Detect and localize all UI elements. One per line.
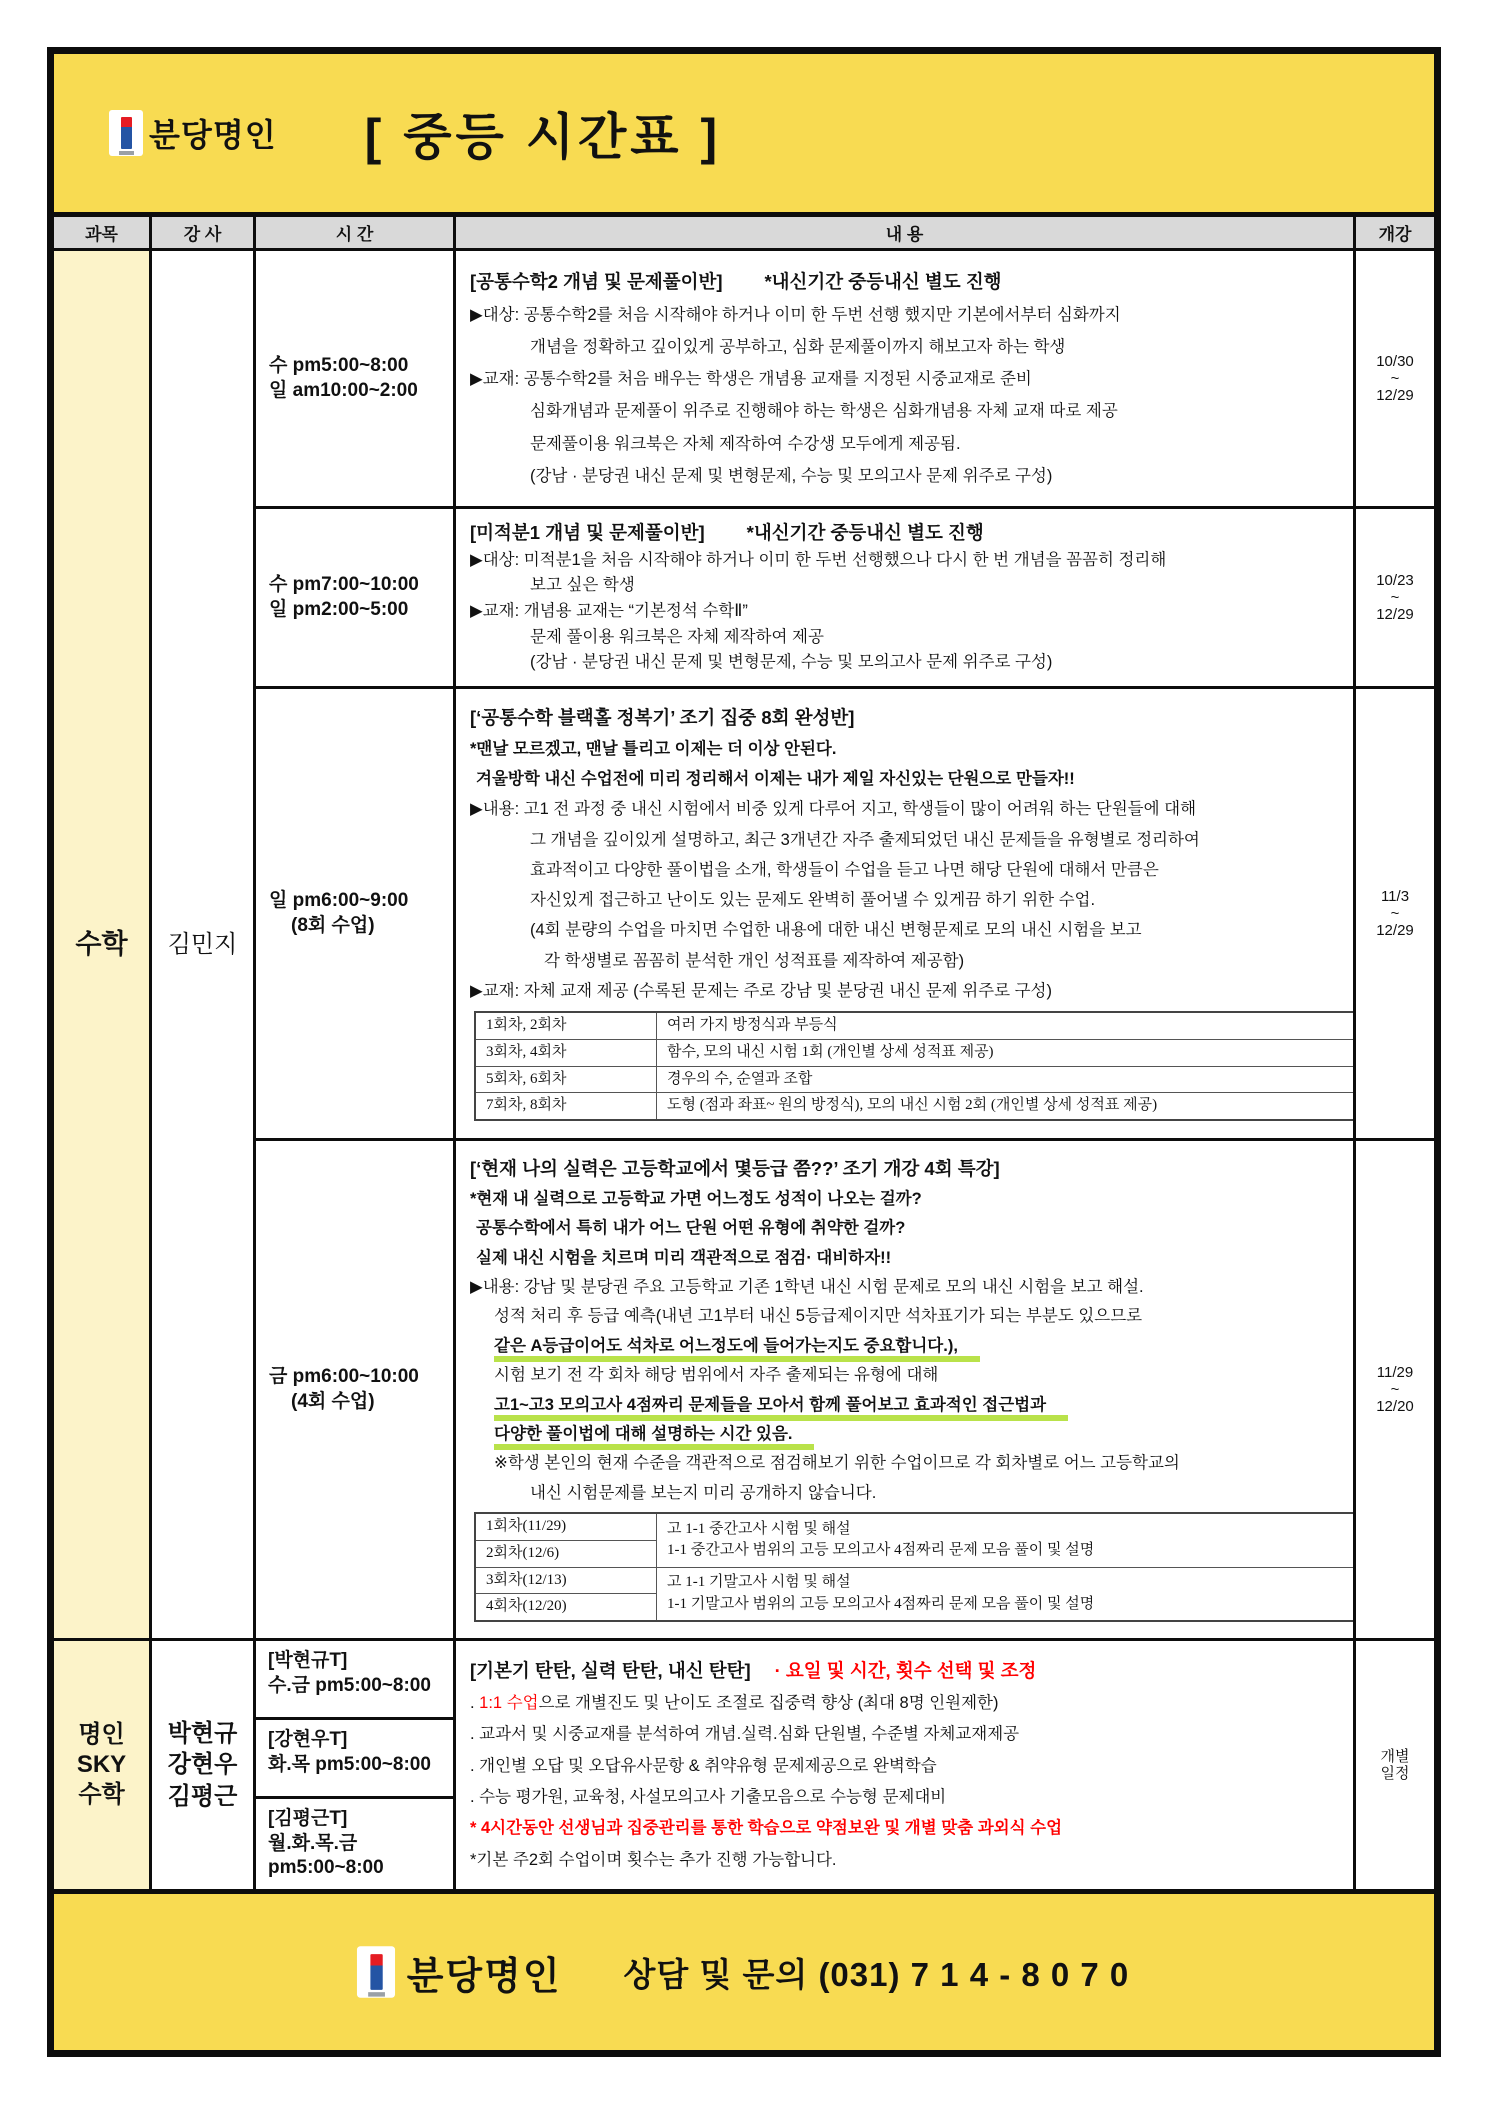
teacher-time-slot bbox=[256, 1799, 453, 1889]
class-title-line bbox=[470, 270, 1339, 294]
column-header-subject: 과목 bbox=[54, 217, 152, 251]
class-title-line bbox=[470, 1659, 1339, 1683]
table-row bbox=[475, 1093, 1356, 1120]
slot-time: pm5:00~8:00 bbox=[268, 1857, 384, 1879]
subject-cell-sky-math bbox=[54, 1641, 152, 1894]
subject-line: 명인 bbox=[78, 1721, 125, 1748]
teacher-time-slot bbox=[256, 1641, 453, 1720]
content-line: ▶내용: 고1 전 과정 중 내신 시험에서 비중 있게 다루어 지고, 학생들이 많이 어려워 하는 단원들에 대해 bbox=[470, 800, 1197, 819]
subject-math-label: 수학 bbox=[75, 928, 128, 959]
class-note: *내신기간 중등내신 별도 진행 bbox=[746, 522, 984, 544]
subject-cell-math bbox=[54, 251, 152, 1641]
content-line: 시험 보기 전 각 회차 해당 범위에서 자주 출제되는 유형에 대해 bbox=[494, 1366, 939, 1385]
class-title-line bbox=[470, 521, 1339, 545]
content-line: . 개인별 오답 및 오답유사문항 & 취약유형 문제제공으로 완벽학습 bbox=[470, 1756, 937, 1775]
green-underline-text: 다양한 풀이법에 대해 설명하는 시간 있음. bbox=[494, 1425, 814, 1450]
end-date: 12/29 bbox=[1376, 387, 1414, 405]
time-line: 일 am10:00~2:00 bbox=[269, 379, 418, 401]
content-line: 성적 처리 후 등급 예측(내년 고1부터 내신 5등급제이지만 석차표기가 되는 부분도 있으므로 bbox=[494, 1307, 1143, 1326]
content-line: 개념을 정확하고 깊이있게 공부하고, 심화 문제풀이까지 해보고자 하는 학생 bbox=[530, 338, 1066, 357]
teacher-name: 김평근 bbox=[167, 1782, 238, 1810]
content-line-highlighted bbox=[470, 1395, 1339, 1416]
teacher-name: 강현우 bbox=[167, 1751, 238, 1779]
start-cell-row2 bbox=[1356, 509, 1434, 689]
topic-cell: 함수, 모의 내신 시험 1회 (개인별 상세 성적표 제공) bbox=[657, 1039, 1357, 1066]
teacher-time-slot bbox=[256, 1720, 453, 1799]
page-title: [ 중등 시간표 ] bbox=[364, 109, 722, 165]
page-frame bbox=[47, 47, 1441, 2057]
subject-line: 수학 bbox=[78, 1781, 125, 1808]
time-line: (8회 수업) bbox=[291, 914, 375, 936]
session-cell: 4회차(12/20) bbox=[475, 1594, 657, 1621]
topic-cell-merged bbox=[657, 1567, 1357, 1621]
myeongin-logo-icon bbox=[357, 1946, 395, 1998]
content-line: ▶교재: 자체 교재 제공 (수록된 문제는 주로 강남 및 분당권 내신 문제 위주로 구성) bbox=[470, 981, 1052, 1000]
content-line: (강남 · 분당권 내신 문제 및 변형문제, 수능 및 모의고사 문제 위주로 구성) bbox=[530, 653, 1053, 672]
start-date: 11/3 bbox=[1380, 887, 1410, 905]
logo-bar-shape bbox=[370, 1954, 382, 1990]
topic-cell: 여러 가지 방정식과 부등식 bbox=[657, 1012, 1357, 1039]
session-cell: 5회차, 6회차 bbox=[475, 1066, 657, 1093]
time-cell-row4 bbox=[256, 1141, 456, 1641]
time-cell-row5 bbox=[256, 1641, 456, 1894]
topic-line: 고 1-1 기말고사 시험 및 해설 bbox=[667, 1574, 851, 1591]
brand-name: 분당명인 bbox=[149, 117, 277, 153]
table-row bbox=[475, 1012, 1356, 1039]
time-cell-row1 bbox=[256, 251, 456, 509]
table-row bbox=[475, 1066, 1356, 1093]
content-cell-row1 bbox=[456, 251, 1356, 509]
column-header-teacher: 강 사 bbox=[152, 217, 256, 251]
subject-line: SKY bbox=[76, 1751, 127, 1778]
class-note-red: · 요일 및 시간, 횟수 선택 및 조정 bbox=[774, 1659, 1037, 1681]
session-cell: 7회차, 8회차 bbox=[475, 1093, 657, 1120]
start-cell-row5 bbox=[1356, 1641, 1434, 1894]
slot-time: 수.금 pm5:00~8:00 bbox=[268, 1674, 431, 1696]
logo-bar-shape bbox=[121, 117, 132, 149]
session-table-special bbox=[474, 1512, 1356, 1622]
content-line: 보고 싶은 학생 bbox=[530, 576, 635, 595]
class-title: [미적분1 개념 및 문제풀이반] bbox=[470, 522, 705, 544]
start-cell-row4 bbox=[1356, 1141, 1434, 1641]
teacher-cell-sky-math bbox=[152, 1641, 256, 1894]
content-cell-row5 bbox=[456, 1641, 1356, 1894]
content-line: 각 학생별로 꼼꼼히 분석한 개인 성적표를 제작하여 제공함) bbox=[544, 951, 965, 970]
content-line: 겨울방학 내신 수업전에 미리 정리해서 이제는 내가 제일 자신있는 단원으로 만들자!! bbox=[476, 769, 1075, 788]
content-line: . 수능 평가원, 교육청, 사설모의고사 기출모음으로 수능형 문제대비 bbox=[470, 1788, 947, 1807]
content-line: ▶대상: 공통수학2를 처음 시작해야 하거나 이미 한 두번 선행 했지만 기본에서부터 심화까지 bbox=[470, 305, 1121, 324]
content-line: (4회 분량의 수업을 마치면 수업한 내용에 대한 내신 변형문제로 모의 내신 시험을 보고 bbox=[530, 921, 1142, 940]
time-line: 일 pm6:00~9:00 bbox=[269, 889, 409, 911]
start-date: 11/29 bbox=[1376, 1363, 1414, 1381]
teacher-cell-math bbox=[152, 251, 256, 1641]
teacher-math-name: 김민지 bbox=[167, 930, 238, 958]
teacher-tag: [김평근T] bbox=[268, 1807, 348, 1829]
content-line-highlighted bbox=[470, 1424, 1339, 1445]
content-line: 내신 시험문제를 보는지 미리 공개하지 않습니다. bbox=[530, 1483, 877, 1502]
content-line: 그 개념을 깊이있게 설명하고, 최근 3개년간 자주 출제되었던 내신 문제들을 유형별로 정리하여 bbox=[530, 830, 1200, 849]
table-row bbox=[475, 1567, 1356, 1594]
class-title: [공통수학2 개념 및 문제풀이반] bbox=[470, 270, 723, 292]
footer-band bbox=[54, 1894, 1434, 2050]
footer-contact-phone: 상담 및 문의 (031) 7 1 4 - 8 0 7 0 bbox=[623, 1955, 1130, 1993]
content-line: ※학생 본인의 현재 수준을 객관적으로 점검해보기 위한 수업이므로 각 회차별로 어느 고등학교의 bbox=[494, 1454, 1180, 1473]
column-header-time: 시 간 bbox=[256, 217, 456, 251]
time-line: 일 pm2:00~5:00 bbox=[269, 598, 409, 620]
content-line: 문제풀이용 워크북은 자체 제작하여 수강생 모두에게 제공됨. bbox=[530, 434, 961, 453]
session-table-blackhole bbox=[474, 1011, 1356, 1121]
start-text: 개별 bbox=[1380, 1747, 1410, 1765]
tilde: ~ bbox=[1390, 904, 1400, 922]
content-line: 자신있게 접근하고 난이도 있는 문제도 완벽히 풀어낼 수 있게끔 하기 위한 수업. bbox=[530, 891, 1096, 910]
content-cell-row2 bbox=[456, 509, 1356, 689]
teacher-tag: [강현우T] bbox=[268, 1728, 348, 1750]
timetable-grid bbox=[54, 217, 1434, 1894]
topic-cell: 경우의 수, 순열과 조합 bbox=[657, 1066, 1357, 1093]
session-cell: 1회차, 2회차 bbox=[475, 1012, 657, 1039]
session-cell: 3회차(12/13) bbox=[475, 1567, 657, 1594]
content-line: . 교과서 및 시중교재를 분석하여 개념.실력.심화 단원별, 수준별 자체교재제공 bbox=[470, 1725, 1020, 1744]
time-cell-row3 bbox=[256, 689, 456, 1141]
time-line: (4회 수업) bbox=[291, 1390, 375, 1412]
table-row bbox=[475, 1039, 1356, 1066]
tilde: ~ bbox=[1390, 369, 1400, 387]
tilde: ~ bbox=[1390, 588, 1400, 606]
content-line: 공통수학에서 특히 내가 어느 단원 어떤 유형에 취약한 걸까? bbox=[476, 1219, 906, 1238]
topic-line: 1-1 기말고사 범위의 고등 모의고사 4점짜리 문제 모음 풀이 및 설명 bbox=[667, 1595, 1095, 1612]
class-title: [‘현재 나의 실력은 고등학교에서 몇등급 쯤??’ 조기 개강 4회 특강] bbox=[470, 1157, 1000, 1179]
end-date: 12/20 bbox=[1376, 1398, 1414, 1416]
start-cell-row1 bbox=[1356, 251, 1434, 509]
content-line: *현재 내 실력으로 고등학교 가면 어느정도 성적이 나오는 걸까? bbox=[470, 1189, 922, 1208]
topic-line: 1-1 중간고사 범위의 고등 모의고사 4점짜리 문제 모음 풀이 및 설명 bbox=[667, 1542, 1095, 1559]
teacher-tag: [박현규T] bbox=[268, 1650, 348, 1671]
content-line: (강남 · 분당권 내신 문제 및 변형문제, 수능 및 모의고사 문제 위주로 구성) bbox=[530, 466, 1053, 485]
content-line-highlighted bbox=[470, 1336, 1339, 1357]
content-line: ▶대상: 미적분1을 처음 시작해야 하거나 이미 한 두번 선행했으나 다시 한 번 개념을 꼼꼼히 정리해 bbox=[470, 550, 1167, 569]
start-date: 10/30 bbox=[1376, 352, 1414, 370]
content-line: *기본 주2회 수업이며 횟수는 추가 진행 가능합니다. bbox=[470, 1850, 837, 1869]
green-underline-text: 고1~고3 모의고사 4점짜리 문제들을 모아서 함께 풀어보고 효과적인 접근법과 bbox=[494, 1396, 1068, 1421]
content-line-red: * 4시간동안 선생님과 집중관리를 통한 학습으로 약점보완 및 개별 맞춤 과외식 수업 bbox=[470, 1819, 1063, 1838]
start-text: 일정 bbox=[1380, 1765, 1410, 1782]
time-line: 금 pm6:00~10:00 bbox=[269, 1365, 419, 1387]
time-line: 수 pm7:00~10:00 bbox=[269, 573, 419, 595]
content-line bbox=[470, 1693, 1339, 1714]
content-line: 문제 풀이용 워크북은 자체 제작하여 제공 bbox=[530, 627, 824, 646]
content-line: *맨날 모르겠고, 맨날 틀리고 이제는 더 이상 안된다. bbox=[470, 739, 837, 758]
content-line: 심화개념과 문제풀이 위주로 진행해야 하는 학생은 심화개념용 자체 교재 따로 제공 bbox=[530, 402, 1118, 421]
session-cell: 1회차(11/29) bbox=[475, 1513, 657, 1540]
content-line: 실제 내신 시험을 치르며 미리 객관적으로 점검· 대비하자!! bbox=[476, 1248, 892, 1267]
end-date: 12/29 bbox=[1376, 606, 1414, 624]
content-cell-row3 bbox=[456, 689, 1356, 1141]
green-underline-text: 같은 A등급이어도 석차로 어느정도에 들어가는지도 중요합니다.), bbox=[494, 1337, 980, 1362]
end-date: 12/29 bbox=[1376, 922, 1414, 940]
content-line: 효과적이고 다양한 풀이법을 소개, 학생들이 수업을 듣고 나면 해당 단원에 대해서 만큼은 bbox=[530, 860, 1159, 879]
session-cell: 2회차(12/6) bbox=[475, 1540, 657, 1567]
column-header-start: 개강 bbox=[1356, 217, 1434, 251]
tilde: ~ bbox=[1390, 1380, 1400, 1398]
content-cell-row4 bbox=[456, 1141, 1356, 1641]
start-cell-row3 bbox=[1356, 689, 1434, 1141]
slot-days: 월.화.목.금 bbox=[268, 1832, 358, 1854]
red-emphasis: 1:1 수업 bbox=[479, 1694, 539, 1713]
footer-brand: 분당명인 bbox=[406, 1955, 562, 1998]
line-rest: 으로 개별진도 및 난이도 조절로 집중력 향상 (최대 8명 인원제한) bbox=[538, 1694, 999, 1713]
content-line: ▶교재: 개념용 교재는 “기본정석 수학Ⅱ” bbox=[470, 602, 748, 621]
slot-time: 화.목 pm5:00~8:00 bbox=[268, 1753, 431, 1775]
session-cell: 3회차, 4회차 bbox=[475, 1039, 657, 1066]
column-header-content: 내 용 bbox=[456, 217, 1356, 251]
brand bbox=[109, 110, 277, 156]
topic-line: 고 1-1 중간고사 시험 및 해설 bbox=[667, 1520, 851, 1537]
class-title: [기본기 탄탄, 실력 탄탄, 내신 탄탄] bbox=[470, 1659, 751, 1681]
teacher-name: 박현규 bbox=[167, 1720, 238, 1748]
topic-cell: 도형 (점과 좌표~ 원의 방정식), 모의 내신 시험 2회 (개인별 상세 성적표 제공) bbox=[657, 1093, 1357, 1120]
class-note: *내신기간 중등내신 별도 진행 bbox=[764, 270, 1002, 292]
content-line: ▶내용: 강남 및 분당권 주요 고등학교 기존 1학년 내신 시험 문제로 모의 내신 시험을 보고 해설. bbox=[470, 1278, 1144, 1297]
time-line: 수 pm5:00~8:00 bbox=[269, 354, 409, 376]
content-line: ▶교재: 공통수학2를 처음 배우는 학생은 개념용 교재를 지정된 시중교재로 준비 bbox=[470, 370, 1032, 389]
time-cell-row2 bbox=[256, 509, 456, 689]
table-row bbox=[475, 1513, 1356, 1540]
line-prefix: . bbox=[470, 1694, 480, 1713]
topic-cell-merged bbox=[657, 1513, 1357, 1567]
myeongin-logo-icon bbox=[109, 110, 143, 156]
header-band bbox=[54, 54, 1434, 217]
start-date: 10/23 bbox=[1376, 571, 1414, 589]
class-title: [‘공통수학 블랙홀 정복기’ 조기 집중 8회 완성반] bbox=[470, 706, 855, 728]
